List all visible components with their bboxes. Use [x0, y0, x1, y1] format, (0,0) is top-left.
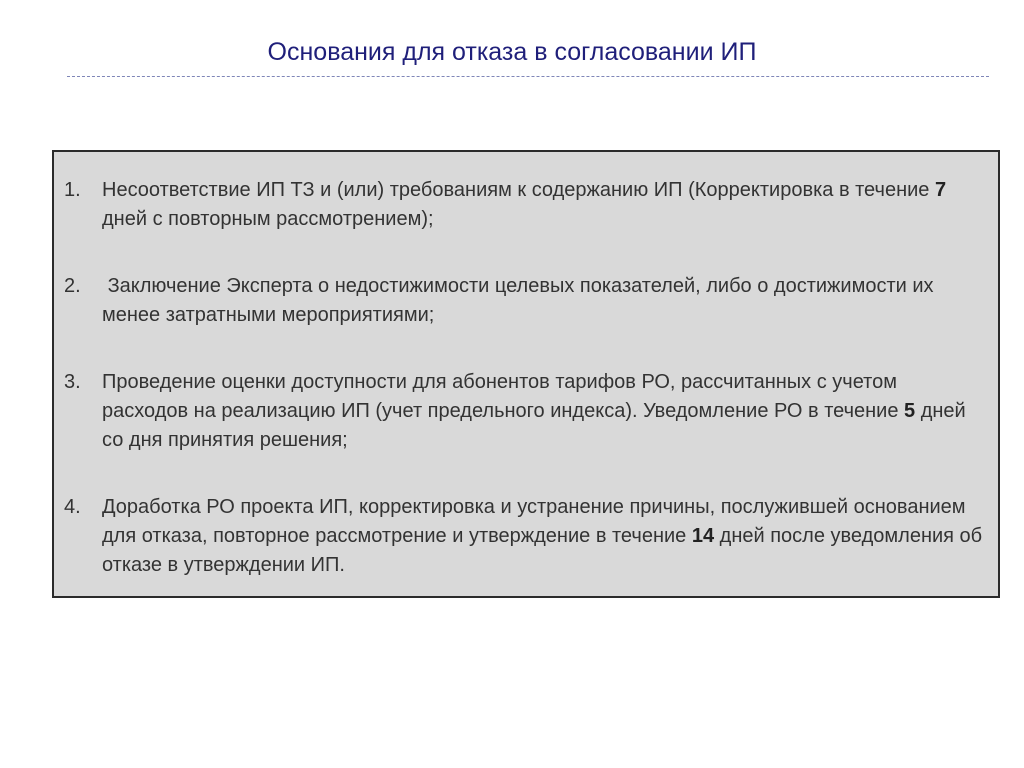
reason-text	[102, 368, 984, 455]
reason-number: 3.	[64, 371, 81, 393]
reason-number: 1.	[64, 179, 81, 201]
slide-title: Основания для отказа в согласовании ИП	[267, 38, 757, 66]
reason-item-2	[64, 272, 984, 330]
reason-item-1	[64, 176, 984, 234]
reason-deadline-days: 14	[691, 525, 715, 547]
reason-text-part: Заключение Эксперта о недостижимости целевых показателей, либо о достижимости их менее затратными мероприятиями;	[102, 275, 940, 326]
reasons-box	[52, 150, 1000, 598]
reason-text-part: дней со дня принятия решения;	[102, 400, 966, 451]
reason-text-part: Проведение оценки доступности для абонентов тарифов РО, рассчитанных с учетом расходов на реализацию ИП (учет предельного индекса). Уведомление РО в течение	[102, 371, 905, 422]
reason-deadline-days: 5	[904, 400, 916, 422]
reason-text	[102, 493, 984, 580]
reason-text-part: дней с повторным рассмотрением);	[102, 208, 434, 230]
reason-number: 4.	[64, 496, 81, 518]
reason-text	[102, 176, 984, 234]
reason-deadline-days: 7	[934, 179, 947, 201]
reason-text-part: Несоответствие ИП ТЗ и (или) требованиям к содержанию ИП (Корректировка в течение	[102, 179, 935, 201]
reason-text-part: Доработка РО проекта ИП, корректировка и устранение причины, послужившей основанием для отказа, повторное рассмотрение и утверждение в течение	[102, 496, 966, 547]
reason-text	[102, 272, 984, 330]
title-divider	[67, 76, 989, 77]
reason-text-part: дней после уведомления об отказе в утверждении ИП.	[102, 525, 983, 576]
reason-item-4	[64, 493, 984, 580]
reasons-list	[54, 152, 998, 580]
reason-item-3	[64, 368, 984, 455]
reason-number: 2.	[64, 275, 81, 297]
